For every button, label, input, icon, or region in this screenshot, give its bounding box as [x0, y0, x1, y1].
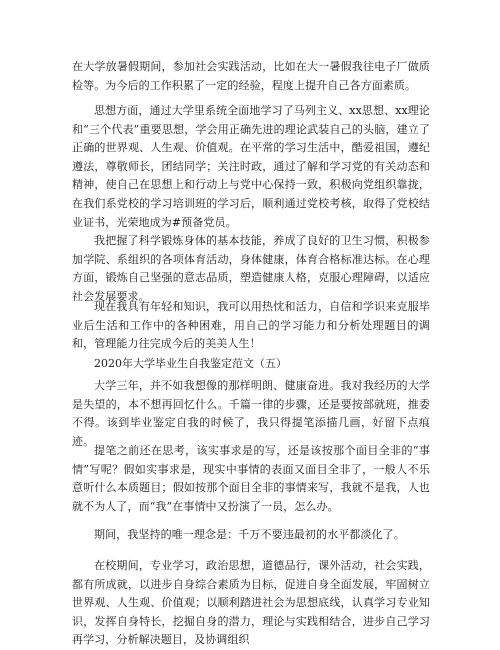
paragraph-future: 现在我具有年轻和知识，我可以用热忱和活力，自信和学识来克服毕业后生活和工作中的各种困难，用自己的学习能力和分析处理题目的调和，管理能力往完成今后的美美人生！: [72, 300, 430, 351]
paragraph-college-years: 大学三年，并不如我想像的那样明朗、健康奋进。我对我经历的大学是失望的，本不想再回忆什么。千篇一律的步骤，还是要按部就班，推委不得。该到毕业鉴定自我的时候了，我只得提笔添描几画，好留下点痕迹。: [72, 379, 430, 448]
section-heading: 2020年大学毕业生自我鉴定范文（五）: [94, 357, 287, 370]
paragraph-health: 我把握了科学锻炼身体的基本技能，养成了良好的卫生习惯，积极参加学院、系组织的各项体育活动，身体健康，体育合格标准达标。在心理方面，锻炼自己坚强的意志品质，塑造健康人格，克服心理障碍，以适应社会发展要求。: [72, 234, 430, 303]
paragraph-principle: 期间，我坚持的唯一理念是：千万不要违最初的水平都淡化了。: [94, 528, 405, 541]
paragraph-campus-achievements: 在校期间，专业学习，政治思想，道德品行，课外活动，社会实践，都有所成就，以进步自身综合素质为目标，促进自身全面发展，牢固树立世界观、人生观、价值观；以顺利踏进社会为思想底线，认真学习专业知识，发挥自身特长，挖掘自身的潜力，理论与实践相结合，进步自己学习再学习，分析解决题目，及协调组织: [72, 559, 430, 647]
paragraph-ideology: 思想方面，通过大学里系统全面地学习了马列主义、xx思想、xx理论和“三个代表”重要思想，学会用正确先进的理论武装自己的头脑，建立了正确的世界观、人生观、价值观。在平常的学习生活中，酷爱祖国，遵纪遵法，尊敬师长，团结同学；关注时政，通过了解和学习党的有关动态和精神，使自己在思想上和行动上与党中心保持一致，积极向党组织靠拢，在我们系党校的学习培训班的学习后，顺利通过党校考核，取得了党校结业证书，光荣地成为#预备党员。: [72, 104, 431, 229]
paragraph-summer-practice: 在大学放暑假期间，参加社会实践活动，比如在大一暑假我往电子厂做质检等。为今后的工作积累了一定的经验，程度上提升自己各方面素质。: [72, 60, 430, 92]
paragraph-writing-dilemma: 提笔之前还在思考，该实事求是的写，还是该按那个面目全非的“事情”写呢？假如实事求是，现实中事情的表面又面目全非了，一般人不乐意听什么本质题目；假如按那个面目全非的事情来写，我就不是我，人也就不为人了，而“我”在事情中又扮演了一员，怎么办。: [72, 444, 430, 513]
